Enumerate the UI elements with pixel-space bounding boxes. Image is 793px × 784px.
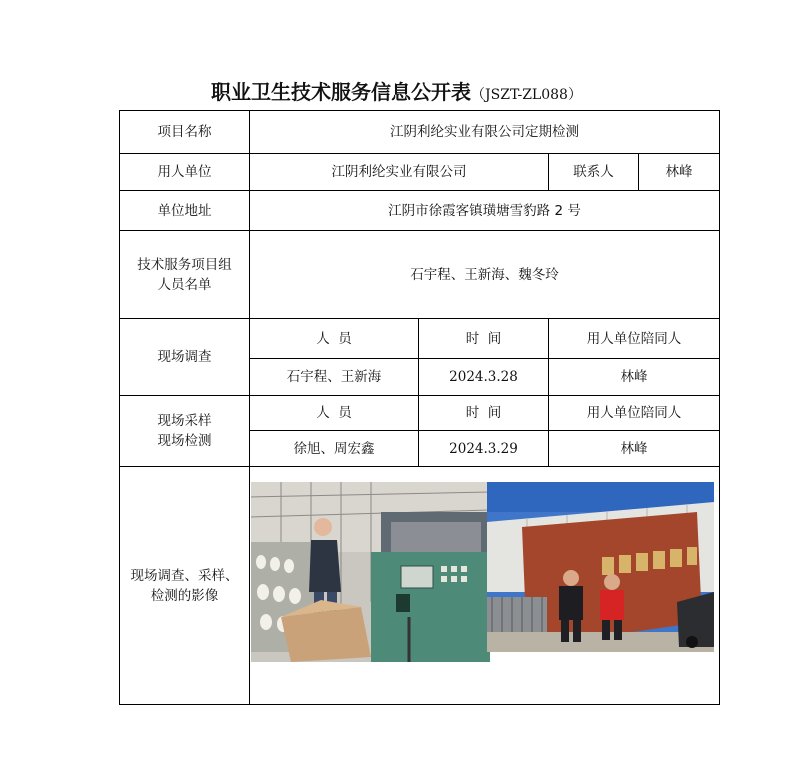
employer-label: 用人单位 (120, 154, 250, 191)
team-value: 石宇程、王新海、魏冬玲 (250, 231, 720, 319)
row-team (120, 231, 720, 319)
team-label (120, 231, 250, 319)
sampling-escort: 林峰 (549, 431, 720, 467)
survey-label: 现场调查 (120, 319, 250, 396)
survey-col-time: 时 间 (419, 319, 549, 359)
survey-col-people: 人 员 (250, 319, 419, 359)
row-sampling-header (120, 396, 720, 431)
survey-time: 2024.3.28 (419, 359, 549, 396)
survey-people: 石宇程、王新海 (250, 359, 419, 396)
survey-escort: 林峰 (549, 359, 720, 396)
team-label-line2: 人员名单 (157, 276, 212, 293)
title-text: 职业卫生技术服务信息公开表 (211, 80, 472, 104)
team-label-line1: 技术服务项目组 (137, 256, 232, 273)
form-code: （JSZT-ZL088） (471, 87, 582, 103)
project-label: 项目名称 (120, 111, 250, 154)
address-value: 江阴市徐霞客镇璜塘雪豹路 2 号 (250, 191, 720, 231)
row-project (120, 111, 720, 154)
project-value: 江阴利纶实业有限公司定期检测 (250, 111, 720, 154)
row-employer (120, 154, 720, 191)
survey-col-escort: 用人单位陪同人 (549, 319, 720, 359)
images-label-line2: 检测的影像 (150, 587, 219, 604)
factory-floor-photo (251, 482, 490, 662)
sampling-col-people: 人 员 (250, 396, 419, 431)
sampling-col-time: 时 间 (419, 396, 549, 431)
row-address (120, 191, 720, 231)
sampling-time: 2024.3.29 (419, 431, 549, 467)
images-label-line1: 现场调查、采样、 (130, 567, 239, 584)
sampling-people: 徐旭、周宏鑫 (250, 431, 419, 467)
sampling-label (120, 396, 250, 467)
contact-label: 联系人 (549, 154, 639, 191)
sampling-label-line2: 现场检测 (157, 433, 212, 449)
contact-value: 林峰 (639, 154, 720, 191)
row-survey-header (120, 319, 720, 359)
sampling-col-escort: 用人单位陪同人 (549, 396, 720, 431)
document-title (0, 76, 793, 105)
address-label: 单位地址 (120, 191, 250, 231)
images-label (120, 467, 250, 705)
sampling-label-line1: 现场采样 (157, 413, 212, 429)
employer-value: 江阴利纶实业有限公司 (250, 154, 549, 191)
building-entrance-photo (487, 482, 714, 652)
